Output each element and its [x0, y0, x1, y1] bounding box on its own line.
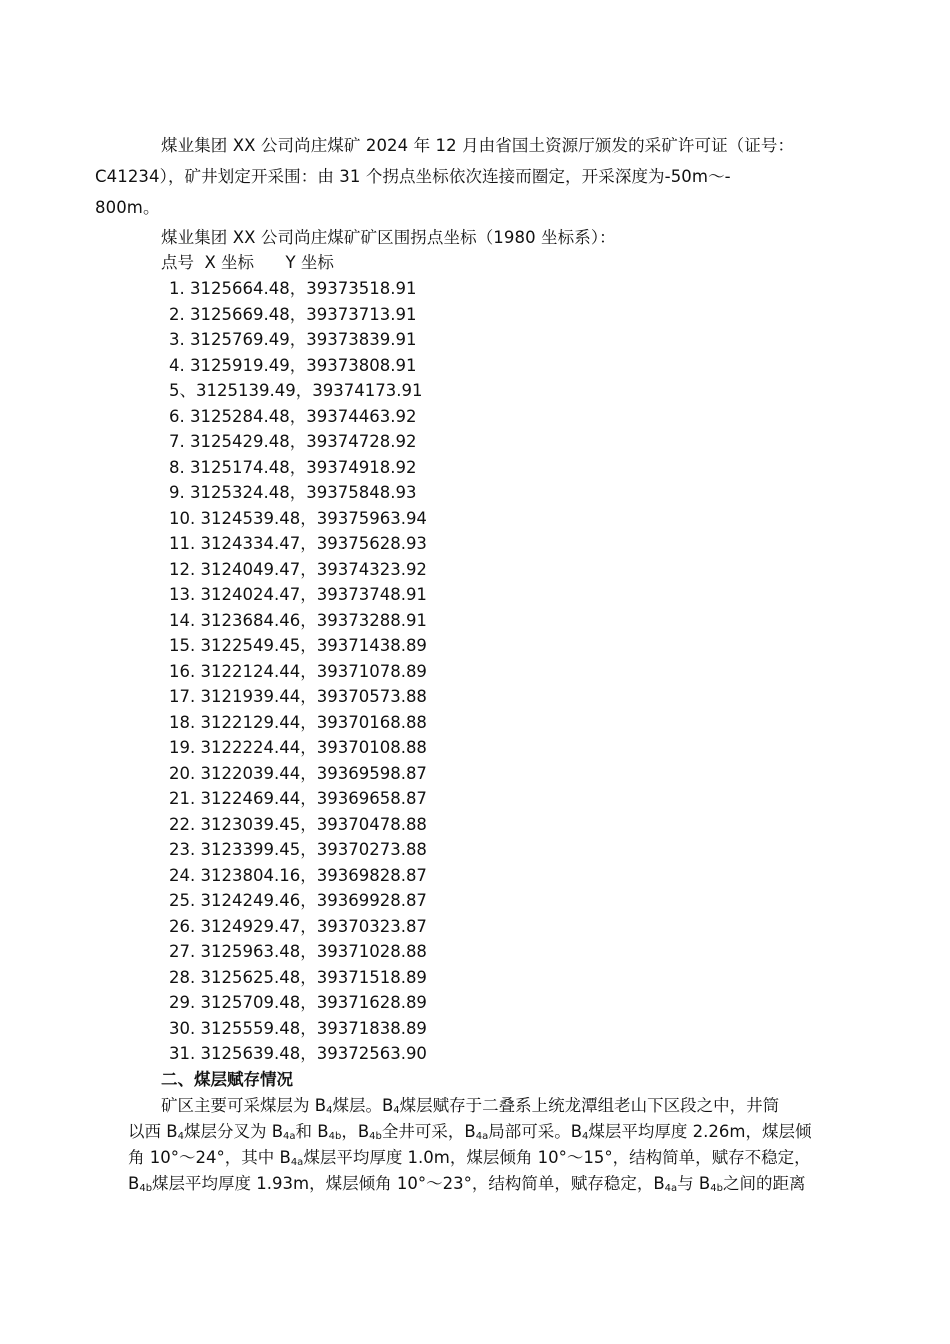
coordinate-item: 18. 3122129.44，39370168.88 — [169, 712, 427, 732]
intro-line-2: C41234），矿井划定开采围：由 31 个拐点坐标依次连接而圈定，开采深度为-50m～- — [95, 167, 731, 186]
coordinate-item: 30. 3125559.48，39371838.89 — [169, 1018, 427, 1038]
document-content — [95, 130, 828, 1197]
coordinate-item: 11. 3124334.47，39375628.93 — [169, 534, 427, 553]
intro-paragraph — [95, 130, 828, 223]
header-point-no: 点号 — [161, 253, 194, 272]
coordinate-item: 21. 3122469.44，39369658.87 — [169, 789, 427, 808]
body-line-3: 角 10°～24°，其中 $B_{4a}$煤层平均厚度 1.0m，煤层倾角 10°～15°，结构简单，赋存不稳定， — [128, 1147, 811, 1168]
coordinate-item: 15. 3122549.45，39371438.89 — [169, 636, 427, 655]
coordinate-item: 26. 3124929.47，39370323.87 — [169, 916, 427, 936]
coordinate-item: 31. 3125639.48，39372563.90 — [169, 1044, 427, 1063]
coordinate-item: 22. 3123039.45，39370478.88 — [169, 814, 427, 834]
coordinate-item: 4. 3125919.49，39373808.91 — [169, 355, 417, 375]
coordinate-item: 24. 3123804.16，39369828.87 — [169, 865, 427, 885]
coordinate-item: 2. 3125669.48，39373713.91 — [169, 304, 417, 324]
coordinate-item: 12. 3124049.47，39374323.92 — [169, 559, 427, 579]
coordinate-item: 6. 3125284.48，39374463.92 — [169, 406, 417, 426]
coordinate-item: 25. 3124249.46，39369928.87 — [169, 891, 427, 910]
coordinate-title: 煤业集团 XX 公司尚庄煤矿矿区围拐点坐标（1980 坐标系）： — [161, 228, 616, 247]
coordinate-item: 16. 3122124.44，39371078.89 — [169, 661, 427, 681]
coordinate-item: 19. 3122224.44，39370108.88 — [169, 738, 427, 757]
coordinate-item: 1. 3125664.48，39373518.91 — [169, 279, 417, 298]
intro-line-1: 煤业集团 XX 公司尚庄煤矿 2024 年 12 月由省国土资源厅颁发的采矿许可证（证号： — [161, 136, 795, 155]
coordinate-item: 23. 3123399.45，39370273.88 — [169, 840, 427, 859]
coordinate-list — [128, 276, 828, 1067]
body-line-1: 矿区主要可采煤层为 $B_4$煤层。$B_4$煤层赋存于二叠系上统龙潭组老山下区段之中，井筒 — [161, 1095, 780, 1116]
coordinate-item: 3. 3125769.49，39373839.91 — [169, 330, 417, 349]
coordinate-item: 28. 3125625.48，39371518.89 — [169, 967, 427, 987]
coordinate-item: 14. 3123684.46，39373288.91 — [169, 610, 427, 630]
coordinate-item: 29. 3125709.48，39371628.89 — [169, 993, 427, 1012]
coordinate-item: 7. 3125429.48，39374728.92 — [169, 432, 417, 451]
coordinate-item: 13. 3124024.47，39373748.91 — [169, 585, 427, 604]
header-x-coordinate: X 坐标 — [204, 253, 255, 272]
body-line-2: 以西 $B_4$煤层分叉为 $B_{4a}$和 $B_{4b}$，$B_{4b}$全井可采，$B_{4a}$局部可采。$B_4$煤层平均厚度 2.26m，煤层倾 — [128, 1121, 812, 1142]
coordinate-item: 9. 3125324.48，39375848.93 — [169, 483, 417, 502]
coordinate-item: 8. 3125174.48，39374918.92 — [169, 457, 417, 477]
body-line-4: $B_{4b}$煤层平均厚度 1.93m，煤层倾角 10°～23°，结构简单，赋存稳定，$B_{4a}$与 $B_{4b}$之间的距离 — [128, 1174, 806, 1195]
coordinate-table-header — [128, 251, 828, 275]
coordinate-item: 5、3125139.49，39374173.91 — [169, 381, 423, 400]
header-y-coordinate: Y 坐标 — [285, 253, 334, 272]
coordinate-item: 20. 3122039.44，39369598.87 — [169, 763, 427, 783]
coordinate-item: 10. 3124539.48，39375963.94 — [169, 508, 427, 528]
section-heading: 二、煤层赋存情况 — [161, 1069, 293, 1089]
intro-line-3: 800m。 — [95, 198, 160, 217]
coordinate-item: 27. 3125963.48，39371028.88 — [169, 942, 427, 961]
coal-seam-paragraph — [128, 1093, 828, 1198]
coordinate-item: 17. 3121939.44，39370573.88 — [169, 687, 427, 706]
